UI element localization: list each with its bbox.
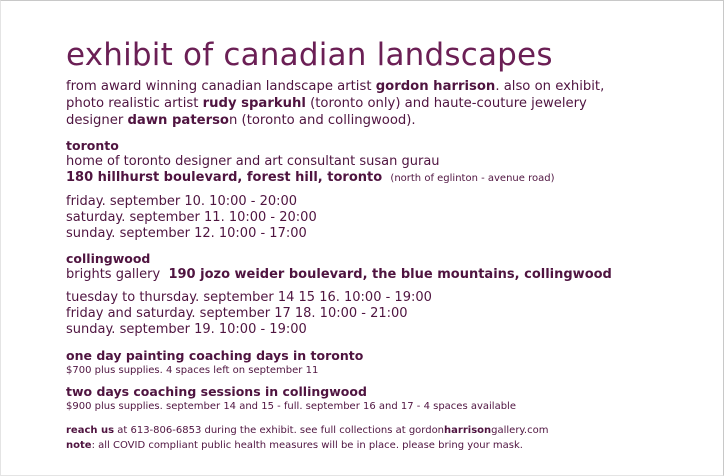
toronto-host: home of toronto designer and art consultant susan gurau [66,154,440,169]
toronto-coaching-details: $700 plus supplies. 4 spaces left on september 11 [66,365,319,376]
artist-gordon-harrison: gordon harrison [375,79,496,94]
contact-line [66,423,716,438]
toronto-date: sunday. september 12. 10:00 - 17:00 [66,226,307,241]
intro-text-1: from award winning canadian landscape artist [66,79,376,94]
reach-text: at 613-806-6853 during the exhibit. see full collections at gordon [114,425,445,436]
artist-rudy-sparkuhl: rudy sparkuhl [202,96,306,111]
collingwood-coaching-heading: two days coaching sessions in collingwood [66,384,367,399]
flyer-content [66,36,716,453]
intro-text-2: . also on exhibit, [495,79,605,94]
intro-text-4: (toronto only) and haute-couture jewelery [305,96,587,111]
collingwood-address: 190 jozo weider boulevard, the blue mountains, collingwood [168,267,612,282]
site-rest: gallery.com [491,425,549,436]
toronto-heading: toronto [66,138,119,153]
collingwood-dates [66,290,716,338]
toronto-date: friday. september 10. 10:00 - 20:00 [66,194,298,209]
note-line [66,438,716,453]
collingwood-date: sunday. september 19. 10:00 - 19:00 [66,322,307,337]
toronto-dates [66,194,716,242]
toronto-address: 180 hillhurst boulevard, forest hill, toronto [66,170,383,185]
collingwood-venue: brights gallery [66,267,161,282]
collingwood-coaching-details: $900 plus supplies. september 14 and 15 - full. september 16 and 17 - 4 spaces available [66,401,516,412]
collingwood-venue-line [66,267,716,283]
note-text: : all COVID compliant public health measures will be in place. please bring your mask. [91,440,523,451]
toronto-address-note: (north of eglinton - avenue road) [390,173,555,184]
intro-text-6: n (toronto and collingwood). [229,113,416,128]
collingwood-date: tuesday to thursday. september 14 15 16. 10:00 - 19:00 [66,290,432,305]
toronto-date: saturday. september 11. 10:00 - 20:00 [66,210,317,225]
footer [66,423,716,453]
collingwood-heading: collingwood [66,251,151,266]
page-title: exhibit of canadian landscapes [66,37,553,73]
toronto-address-line [66,170,716,187]
toronto-coaching-heading: one day painting coaching days in toronto [66,348,364,363]
reach-label: reach us [66,425,115,436]
intro-text-3: photo realistic artist [66,96,203,111]
artist-dawn-paterson: dawn paterso [127,113,229,128]
site-bold: harrison [444,425,492,436]
intro-text-5: designer [66,113,128,128]
note-label: note [66,440,92,451]
intro-paragraph [66,78,716,129]
collingwood-date: friday and saturday. september 17 18. 10:00 - 21:00 [66,306,408,321]
